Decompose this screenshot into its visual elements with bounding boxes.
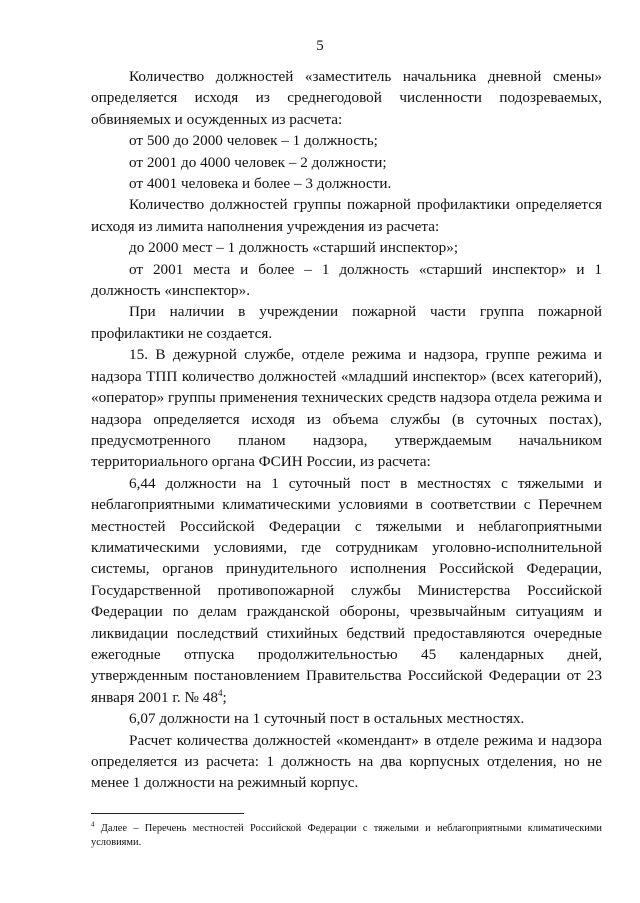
- footnote-text: Далее – Перечень местностей Российской Федерации с тяжелыми и неблагоприятными климатическими условиями.: [91, 823, 602, 848]
- document-body: [91, 66, 602, 794]
- paragraph: Количество должностей группы пожарной профилактики определяется исходя из лимита наполнения учреждения из расчета:: [91, 196, 602, 235]
- paragraph-item-15: 15. В дежурной службе, отделе режима и надзора, группе режима и надзора ТПП количество должностей «младший инспектор» (всех категорий), «оператор» группы применения технических средств надзора отдела режима и надзора определяется исходя из объема службы (в суточных постах), предусмотренного планом надзора, утверждаемым начальником территориального органа ФСИН России, из расчета:: [91, 346, 602, 471]
- paragraph: Расчет количества должностей «комендант» в отделе режима и надзора определяется из расчета: 1 должность на два корпусных отделения, но не менее 1 должности на режимный корпус.: [91, 731, 602, 792]
- paragraph-text: 6,44 должности на 1 суточный пост в местностях с тяжелыми и неблагоприятными климатическими условиями в соответствии с Перечнем местностей Российской Федерации с тяжелыми и неблагоприятными климатическими условиями, где сотрудникам уголовно-исполнительной системы, органов принудительного исполнения Российской Федерации, Государственной противопожарной службы Министерства Российской Федерации по делам гражданской обороны, чрезвычайным ситуациям и ликвидации последствий стихийных бедствий предоставляются очередные ежегодные отпуска продолжительностью 45 календарных дней, утвержденным постановлением Правительства Российской Федерации от 23 января 2001 г. № 48: [91, 474, 602, 706]
- footnote-reference[interactable]: 4: [217, 687, 223, 698]
- paragraph: [91, 473, 602, 708]
- list-item: до 2000 мест – 1 должность «старший инспектор»;: [129, 239, 459, 257]
- list-item: 6,07 должности на 1 суточный пост в остальных местностях.: [129, 710, 525, 728]
- list-item: от 2001 до 4000 человек – 2 должности;: [129, 153, 387, 171]
- footnote: [91, 822, 602, 850]
- footnote-separator: [91, 813, 244, 814]
- paragraph-text-end: ;: [222, 688, 227, 706]
- paragraph: При наличии в учреждении пожарной части группа пожарной профилактики не создается.: [91, 303, 602, 342]
- page-number: 5: [316, 38, 324, 54]
- list-item: от 2001 места и более – 1 должность «старший инспектор» и 1 должность «инспектор».: [91, 260, 602, 300]
- list-item: от 4001 человека и более – 3 должности.: [129, 175, 392, 193]
- paragraph: Количество должностей «заместитель начальника дневной смены» определяется исходя из среднегодовой численности подозреваемых, обвиняемых и осужденных из расчета:: [91, 68, 602, 128]
- footnote-marker: 4: [91, 820, 95, 829]
- list-item: от 500 до 2000 человек – 1 должность;: [129, 132, 378, 150]
